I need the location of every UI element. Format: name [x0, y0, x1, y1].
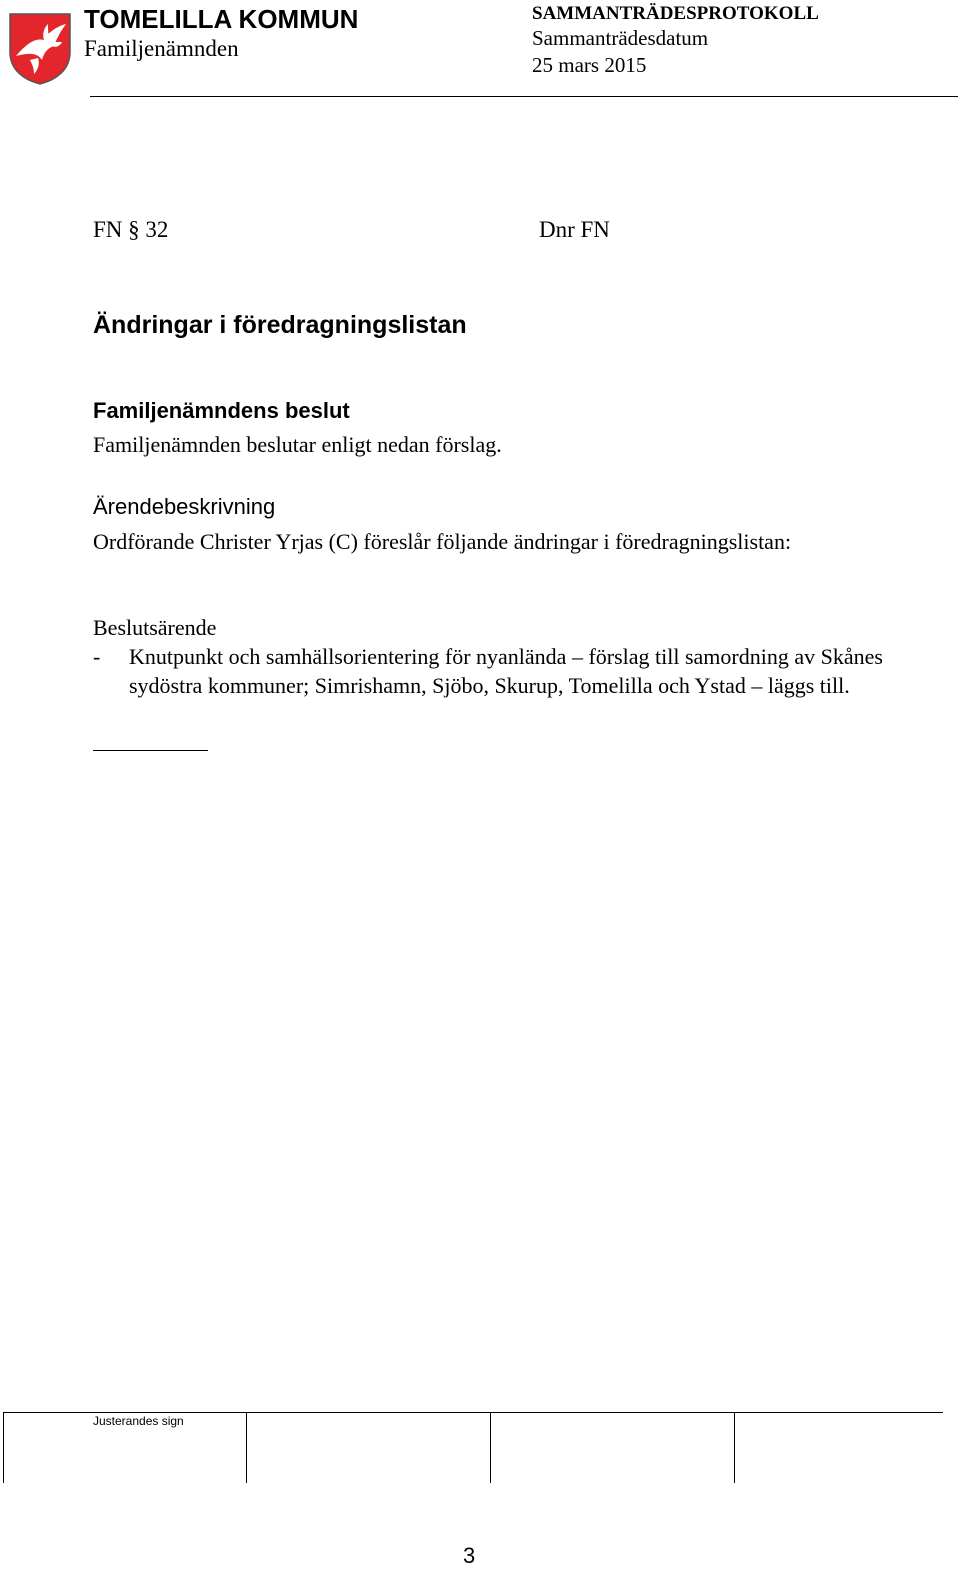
decision-text: Familjenämnden beslutar enligt nedan förslag. [93, 432, 502, 457]
end-divider [93, 750, 208, 751]
signature-cell [490, 1413, 491, 1483]
decision-heading: Familjenämndens beslut [93, 398, 350, 423]
department-name: Familjenämnden [84, 36, 239, 61]
signature-label: Justerandes sign [93, 1414, 184, 1428]
coat-of-arms-icon [8, 12, 72, 86]
signature-cell [734, 1413, 735, 1483]
decision-items-label: Beslutsärende [93, 615, 217, 640]
meeting-date-label: Sammanträdesdatum [532, 26, 709, 50]
document-type: SAMMANTRÄDESPROTOKOLL [532, 3, 819, 24]
organization-name: TOMELILLA KOMMUN [84, 4, 359, 34]
item-title: Ändringar i föredragningslistan [93, 311, 467, 339]
coat-of-arms-svg [8, 12, 72, 86]
signature-cell [246, 1413, 247, 1483]
section-reference: FN § 32 [93, 217, 169, 242]
list-item: Knutpunkt och samhällsorientering för nyanlända – förslag till samordning av Skånes sydöstra kommuner; Simrishamn, Sjöbo, Skurup, Tomelilla och Ystad – läggs till. [129, 644, 883, 698]
description-text: Ordförande Christer Yrjas (C) föreslår följande ändringar i föredragningslistan: [93, 529, 792, 554]
page-number: 3 [463, 1543, 476, 1568]
description-heading: Ärendebeskrivning [93, 494, 276, 519]
diary-number: Dnr FN [539, 217, 610, 242]
signature-cell [3, 1413, 4, 1483]
meeting-date-value: 25 mars 2015 [532, 53, 647, 77]
list-bullet: - [93, 644, 101, 669]
header-divider [90, 96, 958, 97]
